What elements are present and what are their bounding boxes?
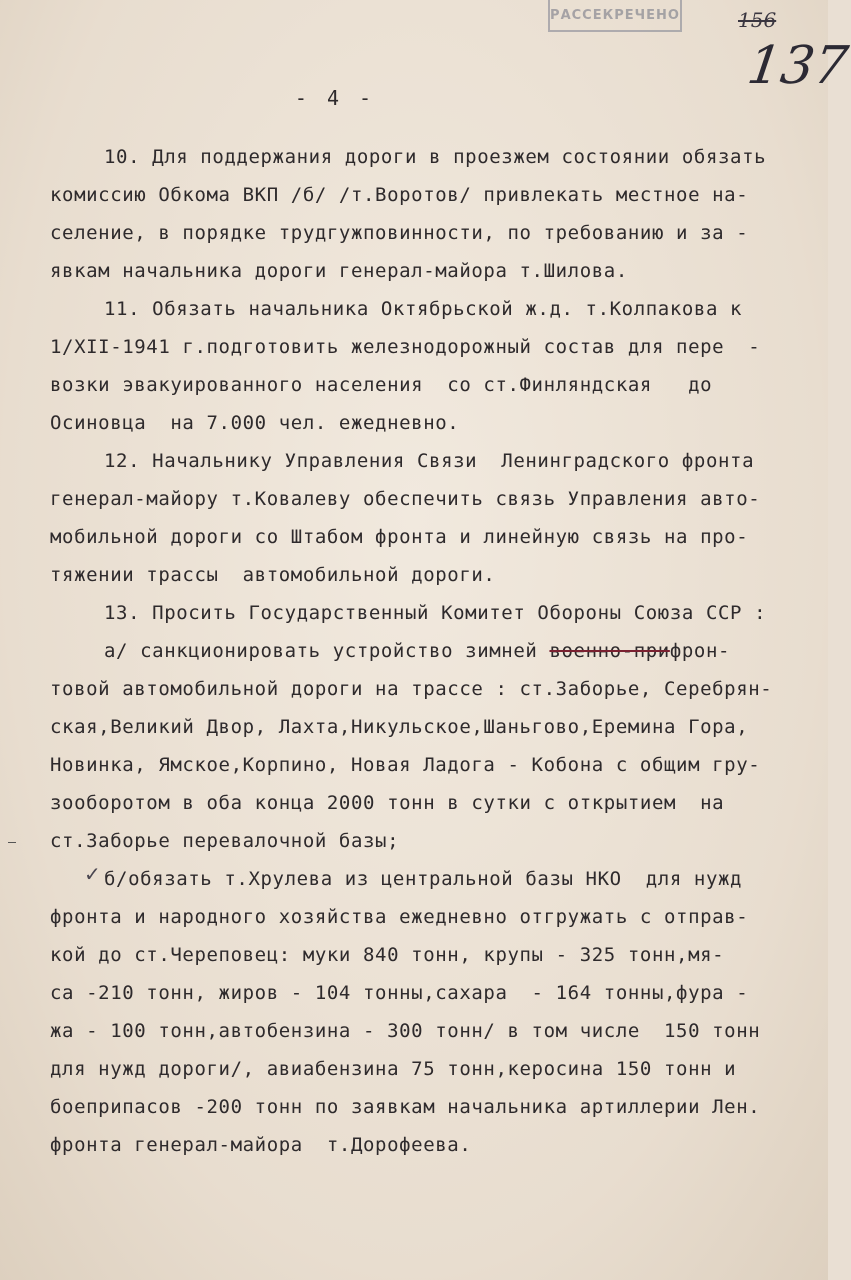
text-line: для нужд дороги/, авиабензина 75 тонн,керосина 150 тонн и <box>50 1058 737 1080</box>
declassified-stamp: РАССЕКРЕЧЕНО <box>548 0 682 32</box>
check-mark-icon: ✓ <box>84 862 101 886</box>
text-line: б/обязать т.Хрулева из центральной базы НКО для нужд <box>104 868 743 890</box>
archive-sheet-number: 137 <box>743 36 851 96</box>
text-line: возки эвакуированного населения со ст.Финляндская до <box>50 374 713 396</box>
text-line: ст.Заборье перевалочной базы; <box>50 830 400 852</box>
text-line: фронта и народного хозяйства ежедневно отгружать с отправ- <box>50 906 749 928</box>
text-line: явкам начальника дороги генерал-майора т.Шилова. <box>50 260 628 282</box>
margin-mark <box>8 842 16 843</box>
text-line: ская,Великий Двор, Лахта,Никульское,Шаньгово,Еремина Гора, <box>50 716 749 738</box>
text-line: са -210 тонн, жиров - 104 тонны,сахара - 164 тонны,фура - <box>50 982 749 1004</box>
text-line: зооборотом в оба конца 2000 тонн в сутки с открытием на <box>50 792 725 814</box>
page-number: - 4 - <box>294 86 376 110</box>
text-line <box>104 640 730 662</box>
text-line: 1/XII-1941 г.подготовить железнодорожный состав для пере - <box>50 336 761 358</box>
text-line: 13. Просить Государственный Комитет Обороны Союза ССР : <box>104 602 767 624</box>
text-fragment: а/ санкционировать устройство зимней <box>104 640 550 662</box>
text-line: мобильной дороги со Штабом фронта и линейную связь на про- <box>50 526 749 548</box>
text-line: селение, в порядке трудгужповинности, по требованию и за - <box>50 222 749 244</box>
text-line: фронта генерал-майора т.Дорофеева. <box>50 1134 472 1156</box>
text-line: 11. Обязать начальника Октябрьской ж.д. т.Колпакова к <box>104 298 743 320</box>
text-line: кой до ст.Череповец: муки 840 тонн, крупы - 325 тонн,мя- <box>50 944 725 966</box>
text-line: боеприпасов -200 тонн по заявкам начальника артиллерии Лен. <box>50 1096 761 1118</box>
struck-text: военно-при <box>549 640 670 662</box>
text-line: 10. Для поддержания дороги в проезжем состоянии обязать <box>104 146 767 168</box>
text-line: тяжении трассы автомобильной дороги. <box>50 564 496 586</box>
text-line: Новинка, Ямское,Корпино, Новая Ладога - Кобона с общим гру- <box>50 754 761 776</box>
text-line: жа - 100 тонн,автобензина - 300 тонн/ в том числе 150 тонн <box>50 1020 761 1042</box>
text-line: Осиновца на 7.000 чел. ежедневно. <box>50 412 460 434</box>
text-line: комиссию Обкома ВКП /б/ /т.Воротов/ привлекать местное на- <box>50 184 749 206</box>
text-line: генерал-майору т.Ковалеву обеспечить связь Управления авто- <box>50 488 761 510</box>
text-fragment: фрон- <box>669 640 731 662</box>
archive-sheet-number-old: 156 <box>738 8 777 32</box>
text-line: 12. Начальнику Управления Связи Ленинградского фронта <box>104 450 755 472</box>
text-line: товой автомобильной дороги на трассе : ст.Заборье, Серебрян- <box>50 678 773 700</box>
